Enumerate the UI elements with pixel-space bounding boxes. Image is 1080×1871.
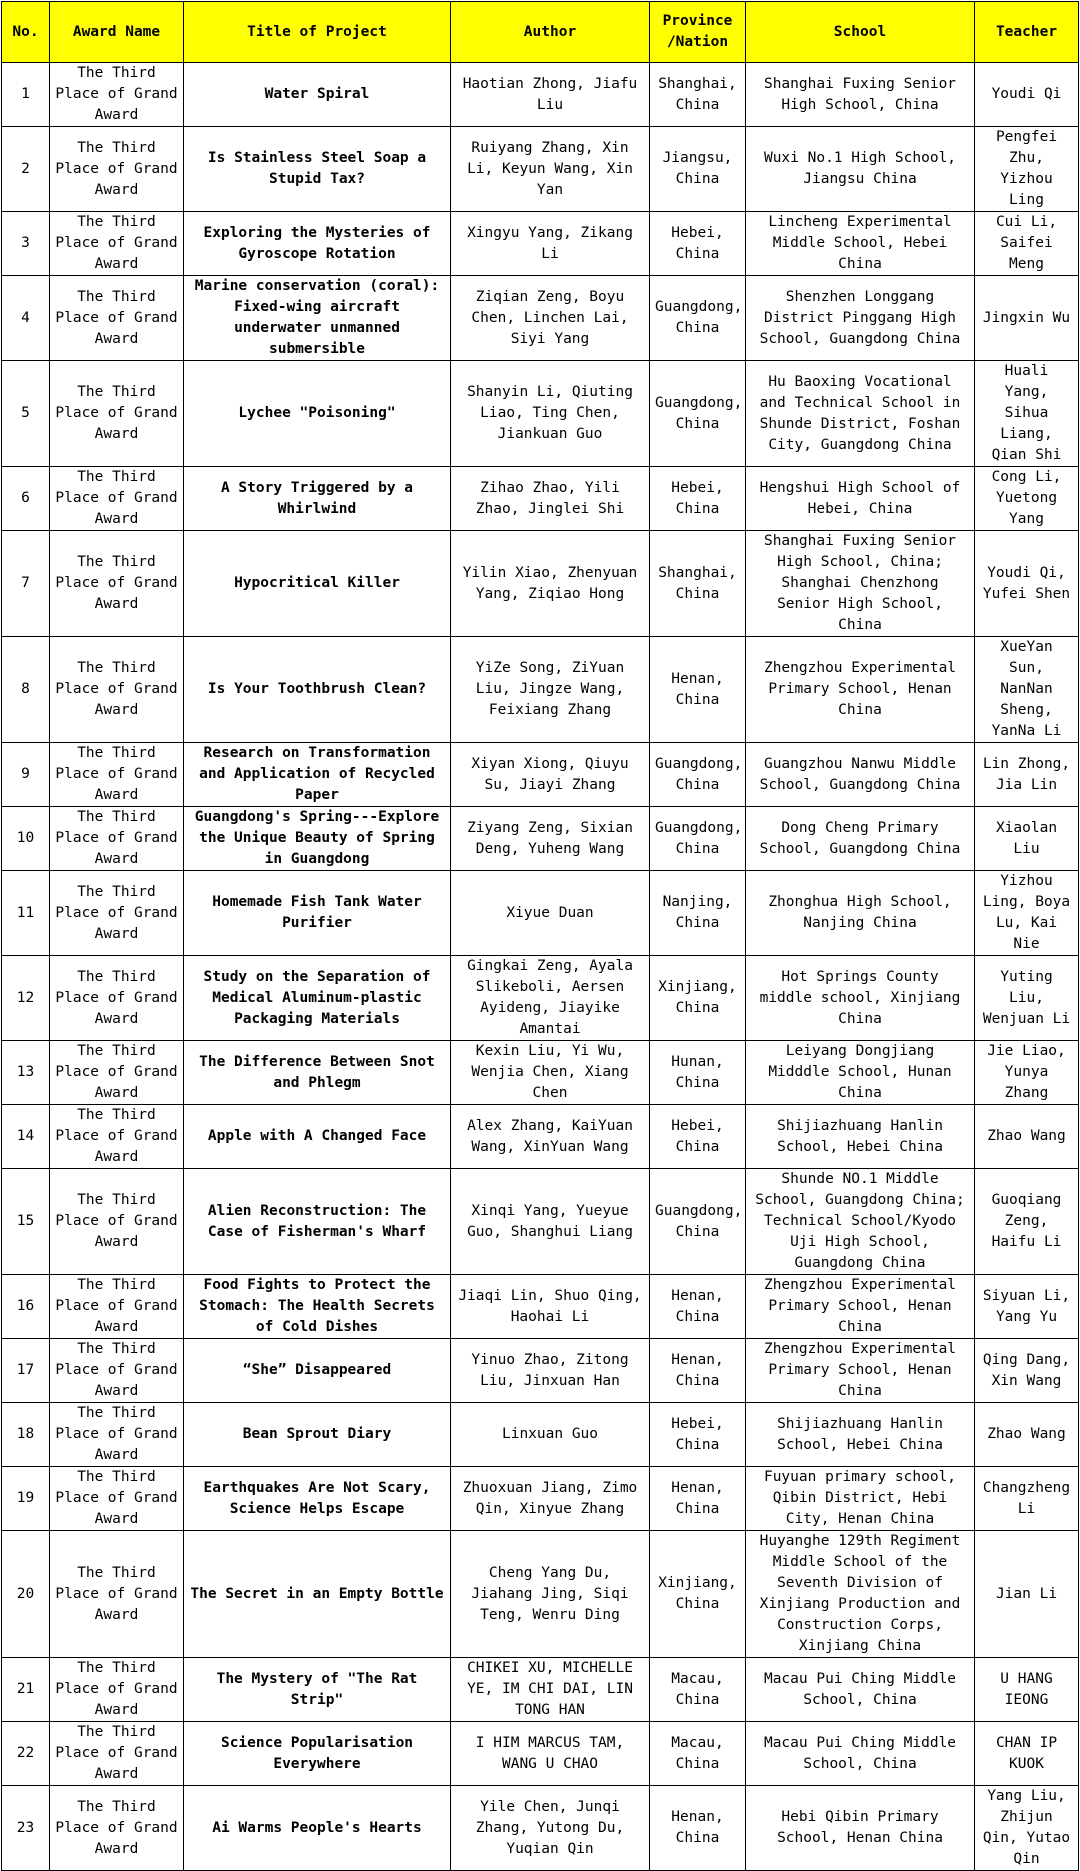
table-row <box>2 467 1079 531</box>
cell-author: Xiyue Duan <box>451 871 650 956</box>
table-row <box>2 1339 1079 1403</box>
table-row <box>2 637 1079 743</box>
cell-author: Yilin Xiao, Zhenyuan Yang, Ziqiao Hong <box>451 531 650 637</box>
cell-project-title: Study on the Separation of Medical Aluminum-plastic Packaging Materials <box>184 956 451 1041</box>
cell-award-name: The Third Place of Grand Award <box>50 127 184 212</box>
cell-school: Leiyang Dongjiang Midddle School, Hunan China <box>746 1041 975 1105</box>
cell-teacher: Youdi Qi <box>975 63 1079 127</box>
cell-no: 17 <box>2 1339 50 1403</box>
cell-teacher: Yizhou Ling, Boya Lu, Kai Nie <box>975 871 1079 956</box>
cell-project-title: The Difference Between Snot and Phlegm <box>184 1041 451 1105</box>
table-row <box>2 63 1079 127</box>
cell-province-nation: Guangdong, China <box>650 1169 746 1275</box>
table-body <box>2 63 1079 1871</box>
cell-school: Shijiazhuang Hanlin School, Hebei China <box>746 1105 975 1169</box>
cell-school: Shunde NO.1 Middle School, Guangdong China; Technical School/Kyodo Uji High School, Guangdong China <box>746 1169 975 1275</box>
table-row <box>2 1658 1079 1722</box>
cell-province-nation: Henan, China <box>650 1339 746 1403</box>
table-row <box>2 361 1079 467</box>
cell-school: Huyanghe 129th Regiment Middle School of the Seventh Division of Xinjiang Production and Construction Corps, Xinjiang China <box>746 1531 975 1658</box>
cell-no: 6 <box>2 467 50 531</box>
cell-no: 19 <box>2 1467 50 1531</box>
cell-author: Linxuan Guo <box>451 1403 650 1467</box>
header-author: Author <box>451 2 650 63</box>
cell-no: 15 <box>2 1169 50 1275</box>
cell-award-name: The Third Place of Grand Award <box>50 212 184 276</box>
cell-teacher: Yuting Liu, Wenjuan Li <box>975 956 1079 1041</box>
cell-award-name: The Third Place of Grand Award <box>50 871 184 956</box>
table-row <box>2 276 1079 361</box>
cell-award-name: The Third Place of Grand Award <box>50 276 184 361</box>
cell-award-name: The Third Place of Grand Award <box>50 1169 184 1275</box>
cell-award-name: The Third Place of Grand Award <box>50 1658 184 1722</box>
cell-no: 10 <box>2 807 50 871</box>
cell-province-nation: Guangdong, China <box>650 743 746 807</box>
cell-teacher: Pengfei Zhu, Yizhou Ling <box>975 127 1079 212</box>
cell-author: Shanyin Li, Qiuting Liao, Ting Chen, Jiankuan Guo <box>451 361 650 467</box>
table-row <box>2 1722 1079 1786</box>
cell-project-title: “She” Disappeared <box>184 1339 451 1403</box>
cell-teacher: Jingxin Wu <box>975 276 1079 361</box>
cell-award-name: The Third Place of Grand Award <box>50 1041 184 1105</box>
cell-author: Xinqi Yang, Yueyue Guo, Shanghui Liang <box>451 1169 650 1275</box>
table-row <box>2 1275 1079 1339</box>
cell-teacher: XueYan Sun, NanNan Sheng, YanNa Li <box>975 637 1079 743</box>
cell-school: Fuyuan primary school, Qibin District, Hebi City, Henan China <box>746 1467 975 1531</box>
cell-author: Gingkai Zeng, Ayala Slikeboli, Aersen Ayideng, Jiayike Amantai <box>451 956 650 1041</box>
cell-school: Hengshui High School of Hebei, China <box>746 467 975 531</box>
cell-author: CHIKEI XU, MICHELLE YE, IM CHI DAI, LIN TONG HAN <box>451 1658 650 1722</box>
cell-author: Yinuo Zhao, Zitong Liu, Jinxuan Han <box>451 1339 650 1403</box>
table-row <box>2 212 1079 276</box>
cell-province-nation: Xinjiang, China <box>650 956 746 1041</box>
cell-school: Zhengzhou Experimental Primary School, Henan China <box>746 1339 975 1403</box>
cell-province-nation: Henan, China <box>650 1467 746 1531</box>
table-row <box>2 956 1079 1041</box>
header-title-of-project: Title of Project <box>184 2 451 63</box>
cell-award-name: The Third Place of Grand Award <box>50 1531 184 1658</box>
cell-school: Shanghai Fuxing Senior High School, China <box>746 63 975 127</box>
table-row <box>2 127 1079 212</box>
cell-project-title: Marine conservation (coral): Fixed-wing aircraft underwater unmanned submersible <box>184 276 451 361</box>
cell-no: 14 <box>2 1105 50 1169</box>
cell-teacher: Cui Li, Saifei Meng <box>975 212 1079 276</box>
cell-author: I HIM MARCUS TAM, WANG U CHAO <box>451 1722 650 1786</box>
cell-project-title: Bean Sprout Diary <box>184 1403 451 1467</box>
cell-teacher: Jie Liao, Yunya Zhang <box>975 1041 1079 1105</box>
cell-school: Macau Pui Ching Middle School, China <box>746 1658 975 1722</box>
cell-project-title: Ai Warms People's Hearts <box>184 1786 451 1871</box>
cell-school: Wuxi No.1 High School, Jiangsu China <box>746 127 975 212</box>
cell-author: Ruiyang Zhang, Xin Li, Keyun Wang, Xin Yan <box>451 127 650 212</box>
cell-province-nation: Nanjing, China <box>650 871 746 956</box>
cell-award-name: The Third Place of Grand Award <box>50 1275 184 1339</box>
cell-no: 16 <box>2 1275 50 1339</box>
header-no: No. <box>2 2 50 63</box>
cell-author: Xingyu Yang, Zikang Li <box>451 212 650 276</box>
cell-no: 2 <box>2 127 50 212</box>
cell-teacher: U HANG IEONG <box>975 1658 1079 1722</box>
awards-table <box>1 1 1079 1871</box>
cell-province-nation: Guangdong, China <box>650 807 746 871</box>
cell-school: Shanghai Fuxing Senior High School, China; Shanghai Chenzhong Senior High School, China <box>746 531 975 637</box>
cell-school: Zhonghua High School, Nanjing China <box>746 871 975 956</box>
cell-project-title: Guangdong's Spring---Explore the Unique Beauty of Spring in Guangdong <box>184 807 451 871</box>
cell-project-title: Is Your Toothbrush Clean? <box>184 637 451 743</box>
cell-teacher: Lin Zhong, Jia Lin <box>975 743 1079 807</box>
table-row <box>2 1041 1079 1105</box>
cell-author: Alex Zhang, KaiYuan Wang, XinYuan Wang <box>451 1105 650 1169</box>
cell-project-title: Hypocritical Killer <box>184 531 451 637</box>
cell-project-title: Research on Transformation and Application of Recycled Paper <box>184 743 451 807</box>
cell-province-nation: Hebei, China <box>650 1403 746 1467</box>
cell-project-title: A Story Triggered by a Whirlwind <box>184 467 451 531</box>
cell-school: Shijiazhuang Hanlin School, Hebei China <box>746 1403 975 1467</box>
cell-province-nation: Hunan, China <box>650 1041 746 1105</box>
cell-teacher: Xiaolan Liu <box>975 807 1079 871</box>
cell-award-name: The Third Place of Grand Award <box>50 637 184 743</box>
cell-no: 23 <box>2 1786 50 1871</box>
cell-award-name: The Third Place of Grand Award <box>50 1467 184 1531</box>
cell-project-title: The Secret in an Empty Bottle <box>184 1531 451 1658</box>
cell-school: Lincheng Experimental Middle School, Hebei China <box>746 212 975 276</box>
cell-no: 8 <box>2 637 50 743</box>
table-row <box>2 1467 1079 1531</box>
cell-teacher: Zhao Wang <box>975 1403 1079 1467</box>
cell-province-nation: Xinjiang, China <box>650 1531 746 1658</box>
cell-province-nation: Hebei, China <box>650 212 746 276</box>
cell-teacher: Cong Li, Yuetong Yang <box>975 467 1079 531</box>
table-row <box>2 743 1079 807</box>
cell-project-title: Food Fights to Protect the Stomach: The Health Secrets of Cold Dishes <box>184 1275 451 1339</box>
cell-award-name: The Third Place of Grand Award <box>50 467 184 531</box>
table-row <box>2 1531 1079 1658</box>
cell-award-name: The Third Place of Grand Award <box>50 63 184 127</box>
cell-no: 3 <box>2 212 50 276</box>
cell-author: Zhuoxuan Jiang, Zimo Qin, Xinyue Zhang <box>451 1467 650 1531</box>
cell-teacher: Zhao Wang <box>975 1105 1079 1169</box>
cell-province-nation: Guangdong, China <box>650 276 746 361</box>
cell-author: Ziyang Zeng, Sixian Deng, Yuheng Wang <box>451 807 650 871</box>
cell-province-nation: Macau, China <box>650 1658 746 1722</box>
cell-author: Jiaqi Lin, Shuo Qing, Haohai Li <box>451 1275 650 1339</box>
cell-province-nation: Henan, China <box>650 637 746 743</box>
cell-award-name: The Third Place of Grand Award <box>50 1786 184 1871</box>
header-award-name: Award Name <box>50 2 184 63</box>
cell-author: Ziqian Zeng, Boyu Chen, Linchen Lai, Siyi Yang <box>451 276 650 361</box>
cell-project-title: Homemade Fish Tank Water Purifier <box>184 871 451 956</box>
table-row <box>2 1105 1079 1169</box>
cell-no: 13 <box>2 1041 50 1105</box>
cell-award-name: The Third Place of Grand Award <box>50 1339 184 1403</box>
cell-award-name: The Third Place of Grand Award <box>50 531 184 637</box>
cell-teacher: Qing Dang, Xin Wang <box>975 1339 1079 1403</box>
cell-no: 11 <box>2 871 50 956</box>
cell-province-nation: Shanghai, China <box>650 63 746 127</box>
cell-no: 1 <box>2 63 50 127</box>
header-province-nation: Province /Nation <box>650 2 746 63</box>
cell-project-title: Earthquakes Are Not Scary, Science Helps Escape <box>184 1467 451 1531</box>
cell-no: 20 <box>2 1531 50 1658</box>
cell-no: 5 <box>2 361 50 467</box>
cell-province-nation: Henan, China <box>650 1275 746 1339</box>
cell-award-name: The Third Place of Grand Award <box>50 1403 184 1467</box>
cell-author: Yile Chen, Junqi Zhang, Yutong Du, Yuqian Qin <box>451 1786 650 1871</box>
table-row <box>2 807 1079 871</box>
awards-table-container <box>1 1 1079 1871</box>
cell-no: 21 <box>2 1658 50 1722</box>
cell-school: Hu Baoxing Vocational and Technical School in Shunde District, Foshan City, Guangdong China <box>746 361 975 467</box>
cell-project-title: Lychee "Poisoning" <box>184 361 451 467</box>
cell-province-nation: Hebei, China <box>650 1105 746 1169</box>
cell-project-title: Science Popularisation Everywhere <box>184 1722 451 1786</box>
cell-award-name: The Third Place of Grand Award <box>50 1105 184 1169</box>
cell-author: Haotian Zhong, Jiafu Liu <box>451 63 650 127</box>
cell-award-name: The Third Place of Grand Award <box>50 743 184 807</box>
table-row <box>2 1169 1079 1275</box>
cell-author: Cheng Yang Du, Jiahang Jing, Siqi Teng, Wenru Ding <box>451 1531 650 1658</box>
cell-no: 7 <box>2 531 50 637</box>
cell-no: 22 <box>2 1722 50 1786</box>
cell-author: Kexin Liu, Yi Wu, Wenjia Chen, Xiang Chen <box>451 1041 650 1105</box>
cell-teacher: Guoqiang Zeng, Haifu Li <box>975 1169 1079 1275</box>
cell-school: Hot Springs County middle school, Xinjiang China <box>746 956 975 1041</box>
cell-teacher: CHAN IP KUOK <box>975 1722 1079 1786</box>
header-teacher: Teacher <box>975 2 1079 63</box>
cell-school: Hebi Qibin Primary School, Henan China <box>746 1786 975 1871</box>
table-row <box>2 871 1079 956</box>
cell-school: Zhengzhou Experimental Primary School, Henan China <box>746 1275 975 1339</box>
cell-project-title: The Mystery of "The Rat Strip" <box>184 1658 451 1722</box>
cell-no: 9 <box>2 743 50 807</box>
cell-teacher: Jian Li <box>975 1531 1079 1658</box>
cell-project-title: Apple with A Changed Face <box>184 1105 451 1169</box>
cell-school: Zhengzhou Experimental Primary School, Henan China <box>746 637 975 743</box>
cell-author: Xiyan Xiong, Qiuyu Su, Jiayi Zhang <box>451 743 650 807</box>
header-school: School <box>746 2 975 63</box>
cell-project-title: Is Stainless Steel Soap a Stupid Tax? <box>184 127 451 212</box>
cell-teacher: Huali Yang, Sihua Liang, Qian Shi <box>975 361 1079 467</box>
cell-project-title: Alien Reconstruction: The Case of Fisherman's Wharf <box>184 1169 451 1275</box>
cell-project-title: Exploring the Mysteries of Gyroscope Rotation <box>184 212 451 276</box>
cell-award-name: The Third Place of Grand Award <box>50 807 184 871</box>
cell-province-nation: Shanghai, China <box>650 531 746 637</box>
cell-province-nation: Henan, China <box>650 1786 746 1871</box>
table-row <box>2 1786 1079 1871</box>
cell-teacher: Siyuan Li, Yang Yu <box>975 1275 1079 1339</box>
cell-teacher: Youdi Qi, Yufei Shen <box>975 531 1079 637</box>
cell-no: 4 <box>2 276 50 361</box>
cell-project-title: Water Spiral <box>184 63 451 127</box>
cell-province-nation: Jiangsu, China <box>650 127 746 212</box>
cell-teacher: Changzheng Li <box>975 1467 1079 1531</box>
cell-province-nation: Hebei, China <box>650 467 746 531</box>
table-row <box>2 531 1079 637</box>
table-row <box>2 1403 1079 1467</box>
cell-province-nation: Macau, China <box>650 1722 746 1786</box>
cell-teacher: Yang Liu, Zhijun Qin, Yutao Qin <box>975 1786 1079 1871</box>
cell-author: YiZe Song, ZiYuan Liu, Jingze Wang, Feixiang Zhang <box>451 637 650 743</box>
cell-author: Zihao Zhao, Yili Zhao, Jinglei Shi <box>451 467 650 531</box>
cell-school: Macau Pui Ching Middle School, China <box>746 1722 975 1786</box>
cell-award-name: The Third Place of Grand Award <box>50 361 184 467</box>
cell-no: 18 <box>2 1403 50 1467</box>
cell-award-name: The Third Place of Grand Award <box>50 956 184 1041</box>
table-header-row <box>2 2 1079 63</box>
cell-school: Guangzhou Nanwu Middle School, Guangdong China <box>746 743 975 807</box>
cell-no: 12 <box>2 956 50 1041</box>
cell-award-name: The Third Place of Grand Award <box>50 1722 184 1786</box>
cell-school: Shenzhen Longgang District Pinggang High School, Guangdong China <box>746 276 975 361</box>
cell-school: Dong Cheng Primary School, Guangdong China <box>746 807 975 871</box>
cell-province-nation: Guangdong, China <box>650 361 746 467</box>
